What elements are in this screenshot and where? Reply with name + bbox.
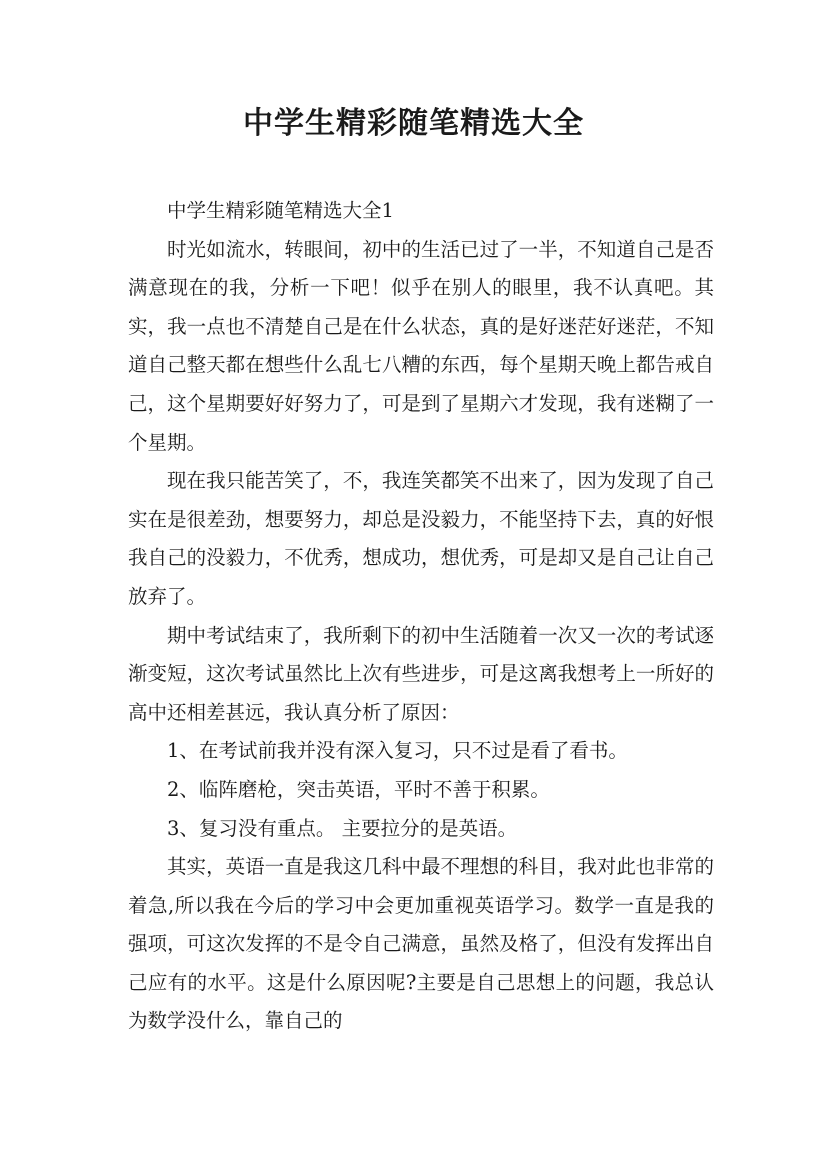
list-item: 3、复习没有重点。 主要拉分的是英语。 (167, 816, 518, 840)
list-item: 1、在考试前我并没有深入复习，只不过是看了看书。 (167, 739, 628, 763)
paragraph: 其实，英语一直是我这几科中最不理想的科目，我对此也非常的着急,所以我在今后的学习中会更加重视英语学习。数学一直是我的强项，可这次发挥的不是令自己满意，虽然及格了，但没有发挥出自己应有的水平。这是什么原因呢?主要是自己思想上的问题，我总认为数学没什么，靠自己的 (128, 855, 714, 1033)
document-title: 中学生精彩随笔精选大全 (243, 106, 584, 141)
list-item: 2、临阵磨枪，突击英语，平时不善于积累。 (167, 777, 550, 801)
paragraph: 时光如流水，转眼间，初中的生活已过了一半，不知道自己是否满意现在的我，分析一下吧！似乎在别人的眼里，我不认真吧。其实，我一点也不清楚自己是在什么状态，真的是好迷茫好迷茫，不知道自己整天都在想些什么乱七八糟的东西，每个星期天晚上都告戒自己，这个星期要好好努力了，可是到了星期六才发现，我有迷糊了一个星期。 (128, 237, 714, 454)
document-body (128, 192, 714, 1041)
paragraph: 现在我只能苦笑了，不，我连笑都笑不出来了，因为发现了自己实在是很差劲，想要努力，却总是没毅力，不能坚持下去，真的好恨我自己的没毅力，不优秀，想成功，想优秀，可是却又是自己让自己放弃了。 (128, 469, 714, 608)
paragraph: 期中考试结束了，我所剩下的初中生活随着一次又一次的考试逐渐变短，这次考试虽然比上次有些进步，可是这离我想考上一所好的高中还相差甚远，我认真分析了原因： (128, 623, 714, 724)
paragraph-heading: 中学生精彩随笔精选大全1 (167, 199, 394, 222)
